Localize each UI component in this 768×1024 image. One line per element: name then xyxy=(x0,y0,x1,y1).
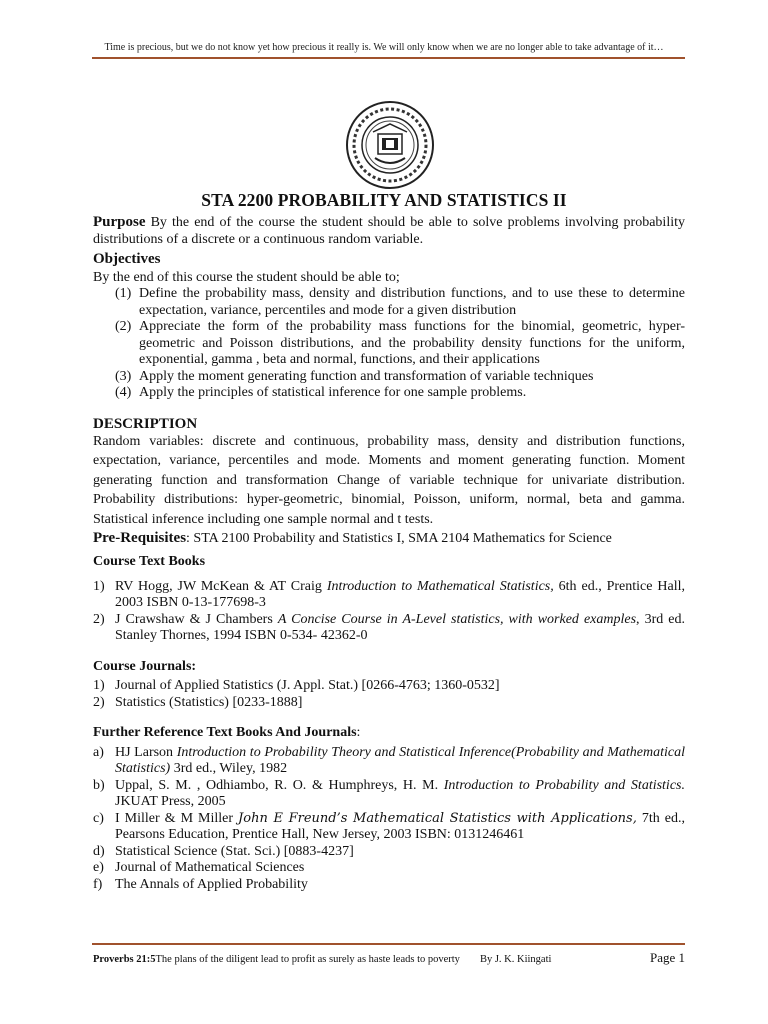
item-number: b) xyxy=(93,777,105,793)
item-number: 2) xyxy=(93,694,105,710)
item-details: JKUAT Press, 2005 xyxy=(115,794,226,810)
header-quote: Time is precious, but we do not know yet how precious it really is. We will only know when we are no longer able to take advantage of it… xyxy=(104,42,664,53)
list-item xyxy=(93,877,685,894)
list-item xyxy=(93,612,685,645)
footer-rule xyxy=(92,943,685,945)
item-text: Apply the moment generating function and transformation of variable techniques xyxy=(139,368,594,384)
footer-reference: Proverbs 21:5 xyxy=(93,954,156,965)
list-item xyxy=(93,844,685,861)
item-number: c) xyxy=(93,810,104,826)
footer xyxy=(93,950,685,966)
item-number: f) xyxy=(93,876,103,892)
item-authors: J Crawshaw & J Chambers xyxy=(115,611,278,627)
item-details: 6th ed., Prentice Hall, 2003 ISBN 0-13-177698-3 xyxy=(115,578,686,611)
list-item xyxy=(115,319,685,369)
objectives-list xyxy=(93,286,685,402)
description-heading: DESCRIPTION xyxy=(93,415,198,432)
item-details: , 3rd ed. Stanley Thornes, 1994 ISBN 0-534- 42362-0 xyxy=(115,611,685,644)
item-number: 1) xyxy=(93,578,105,594)
objectives-intro: By the end of this course the student should be able to; xyxy=(93,269,400,285)
item-title: Introduction to Mathematical Statistics, xyxy=(326,578,554,594)
prerequisites xyxy=(93,529,685,548)
journals-list xyxy=(93,678,685,711)
header-rule xyxy=(92,57,685,59)
list-item xyxy=(93,579,685,612)
purpose-text: By the end of the course the student should be able to solve problems involving probability distributions of a discrete or a continuous random variable. xyxy=(93,215,685,247)
list-item xyxy=(115,286,685,319)
further-heading: Further Reference Text Books And Journals xyxy=(93,725,357,741)
description-text: Random variables: discrete and continuous, probability mass, density and distribution functions, expectation, variance, percentiles and mode. Moments and moment generating function. Moment generating function and transformation Change of variable technique for univariate distribution. Probability distributions: hyper-geometric, binomial, Poisson, uniform, normal, beta and gamma. Statistical inference including one sample normal and t tests. xyxy=(93,434,685,527)
item-title: A Concise Course in A-Level statistics, with worked examples xyxy=(277,611,637,627)
item-title: Introduction to Probability Theory and Statistical Inference(Probability and Mathematical Statistics) xyxy=(115,744,686,777)
item-number: (4) xyxy=(115,385,132,400)
course-title: STA 2200 PROBABILITY AND STATISTICS II xyxy=(201,190,567,210)
purpose-paragraph xyxy=(93,214,685,248)
prereq-text: : STA 2100 Probability and Statistics I, SMA 2104 Mathematics for Science xyxy=(186,531,612,547)
item-authors: HJ Larson xyxy=(115,744,177,760)
further-list xyxy=(93,745,685,894)
item-number: (3) xyxy=(115,368,132,384)
item-details: 3rd ed., Wiley, 1982 xyxy=(170,761,288,777)
purpose-label: Purpose xyxy=(93,214,146,230)
list-item xyxy=(115,385,685,402)
item-title: John E Freund’s Mathematical Statistics with Applications, xyxy=(238,810,637,826)
further-heading-line xyxy=(93,725,685,742)
item-text: Define the probability mass, density and distribution functions, and to use these to determine expectation, variance, percentiles and mode for a given distribution xyxy=(139,286,685,318)
textbooks-list xyxy=(93,579,685,645)
item-number: (1) xyxy=(115,286,132,301)
footer-quote: The plans of the diligent lead to profit as surely as haste leads to poverty xyxy=(155,954,460,965)
item-text: The Annals of Applied Probability xyxy=(115,876,308,892)
footer-author: By J. K. Kiingati xyxy=(479,954,552,965)
item-authors: RV Hogg, JW McKean & AT Craig xyxy=(115,578,327,594)
objectives-heading: Objectives xyxy=(93,251,161,267)
item-number: a) xyxy=(93,744,104,760)
further-colon: : xyxy=(356,725,361,741)
page-number: Page 1 xyxy=(649,950,685,965)
item-title: Introduction to Probability and Statistics. xyxy=(443,777,685,793)
prereq-label: Pre-Requisites xyxy=(93,530,187,547)
list-item xyxy=(93,695,685,712)
list-item xyxy=(93,811,685,844)
university-seal-icon xyxy=(345,100,435,190)
item-text: Journal of Mathematical Sciences xyxy=(115,860,305,876)
item-number: d) xyxy=(93,843,105,859)
textbooks-heading: Course Text Books xyxy=(93,554,206,570)
item-text: Journal of Applied Statistics (J. Appl. Stat.) [0266-4763; 1360-0532] xyxy=(115,678,500,694)
item-details: 7th ed., Pearsons Education, Prentice Hall, New Jersey, 2003 ISBN: 0131246461 xyxy=(115,810,685,843)
list-item xyxy=(115,369,685,386)
item-number: 2) xyxy=(93,611,105,627)
item-number: (2) xyxy=(115,319,132,334)
item-authors: I Miller & M Miller xyxy=(115,810,239,826)
list-item xyxy=(93,860,685,877)
item-text: Statistics (Statistics) [0233-1888] xyxy=(115,694,303,710)
list-item xyxy=(93,678,685,695)
item-text: Apply the principles of statistical inference for one sample problems. xyxy=(139,385,527,400)
list-item xyxy=(93,745,685,778)
item-number: 1) xyxy=(93,678,105,694)
item-text: Statistical Science (Stat. Sci.) [0883-4237] xyxy=(115,843,354,859)
journals-heading: Course Journals: xyxy=(93,658,197,674)
item-number: e) xyxy=(93,860,104,876)
item-authors: Uppal, S. M. , Odhiambo, R. O. & Humphreys, H. M. xyxy=(115,777,444,793)
list-item xyxy=(93,778,685,811)
item-text: Appreciate the form of the probability mass functions for the binomial, geometric, hyper-geometric and Poisson distributions, and the probability density functions for the uniform, exponential, gamma , beta and normal, functions, and their applications xyxy=(139,319,685,367)
